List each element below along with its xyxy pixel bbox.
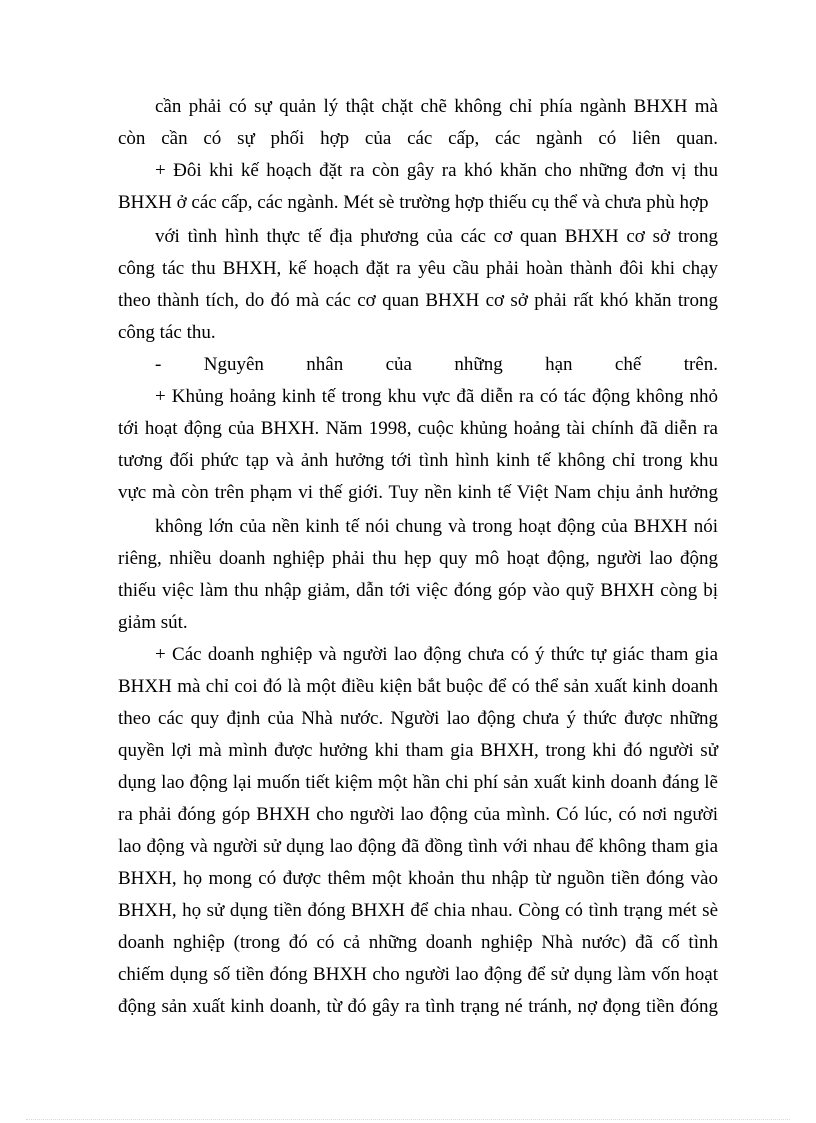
text-line-6: công tác thu BHXH, kế hoạch đặt ra yêu cầu phải hoàn thành đôi khi chạy [118, 258, 718, 279]
text-line-1: cần phải có sự quản lý thật chặt chẽ không chỉ phía ngành BHXH mà [155, 96, 718, 117]
text-line-25: BHXH, họ mong có được thêm một khoản thu nhập từ nguồn tiền đóng vào [118, 868, 718, 889]
text-line-2: còn cần có sự phối hợp của các cấp, các ngành có liên quan. [118, 128, 718, 149]
text-line-9: - Nguyên nhân của những hạn chế trên. [155, 354, 718, 375]
text-line-18: + Các doanh nghiệp và người lao động chưa có ý thức tự giác tham gia [155, 644, 718, 665]
text-line-26: BHXH, họ sử dụng tiền đóng BHXH để chia nhau. Còng có tình trạng mét sè [118, 900, 718, 921]
text-line-21: quyền lợi mà mình được hưởng khi tham gia BHXH, trong khi đó người sử [118, 740, 718, 761]
text-line-19: BHXH mà chỉ coi đó là một điều kiện bắt buộc để có thể sản xuất kinh doanh [118, 676, 718, 697]
text-line-5: với tình hình thực tế địa phương của các cơ quan BHXH cơ sở trong [155, 226, 718, 247]
text-line-3: + Đôi khi kế hoạch đặt ra còn gây ra khó khăn cho những đơn vị thu [155, 160, 718, 181]
text-line-14: không lớn của nền kinh tế nói chung và trong hoạt động của BHXH nói [155, 516, 718, 537]
text-line-11: tới hoạt động của BHXH. Năm 1998, cuộc khủng hoảng tài chính đã diễn ra [118, 418, 718, 439]
text-line-15: riêng, nhiều doanh nghiệp phải thu hẹp quy mô hoạt động, người lao động [118, 548, 718, 569]
text-line-17: giảm sút. [118, 612, 188, 633]
text-line-22: dụng lao động lại muốn tiết kiệm một hần chi phí sản xuất kinh doanh đáng lẽ [118, 772, 718, 793]
text-line-24: lao động và người sử dụng lao động đã đồng tình với nhau để không tham gia [118, 836, 718, 857]
text-line-27: doanh nghiệp (trong đó có cả những doanh nghiệp Nhà nước) đã cố tình [118, 932, 718, 953]
text-line-28: chiếm dụng số tiền đóng BHXH cho người lao động để sử dụng làm vốn hoạt [118, 964, 718, 985]
text-line-13: vực mà còn trên phạm vi thế giới. Tuy nền kinh tế Việt Nam chịu ảnh hưởng [118, 482, 718, 503]
text-line-10: + Khủng hoảng kinh tế trong khu vực đã diễn ra có tác động không nhỏ [155, 386, 718, 407]
text-line-7: theo thành tích, do đó mà các cơ quan BHXH cơ sở phải rất khó khăn trong [118, 290, 718, 311]
text-line-12: tương đối phức tạp và ảnh hưởng tới tình hình kinh tế không chỉ trong khu [118, 450, 718, 471]
text-line-20: theo các quy định của Nhà nước. Người lao động chưa ý thức được những [118, 708, 718, 729]
text-line-4: BHXH ở các cấp, các ngành. Mét sè trường hợp thiếu cụ thể và chưa phù hợp [118, 192, 709, 213]
text-line-29: động sản xuất kinh doanh, từ đó gây ra tình trạng né tránh, nợ đọng tiền đóng [118, 996, 718, 1017]
text-line-16: thiếu việc làm thu nhập giảm, dẫn tới việc đóng góp vào quỹ BHXH còng bị [118, 580, 718, 601]
text-line-23: ra phải đóng góp BHXH cho người lao động của mình. Có lúc, có nơi người [118, 804, 718, 825]
page-bottom-divider [26, 1119, 790, 1120]
text-line-8: công tác thu. [118, 322, 216, 343]
